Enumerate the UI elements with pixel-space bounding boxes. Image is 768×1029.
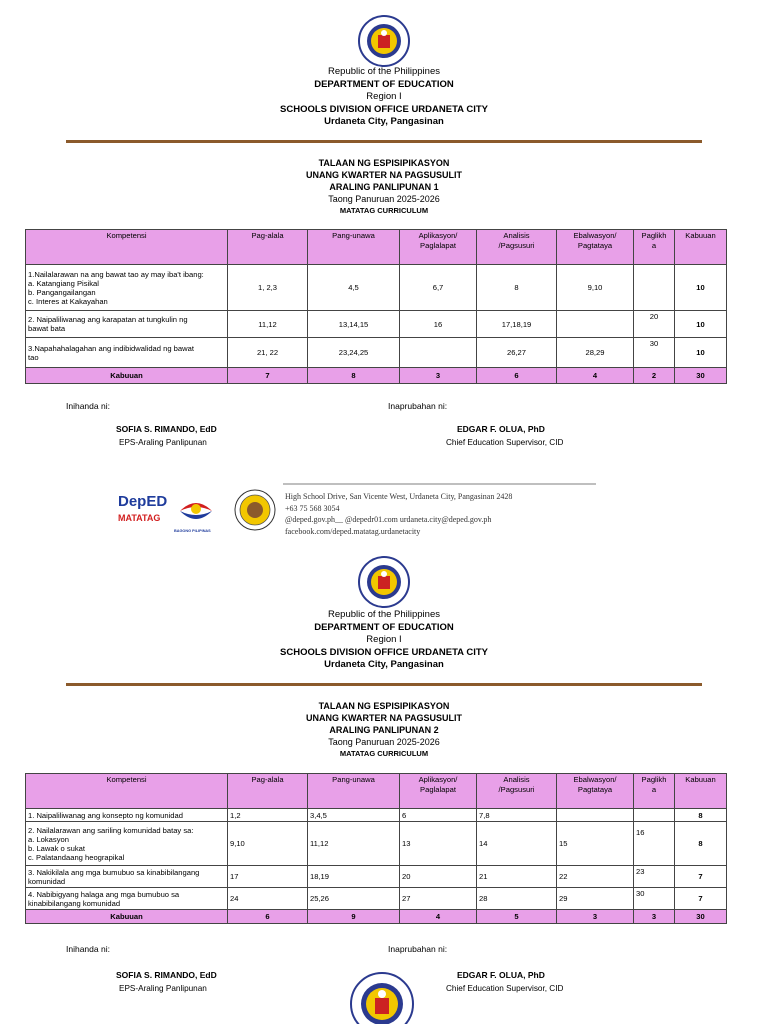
deped-seal — [358, 556, 410, 613]
pang-unawa-cell: 3,4,5 — [308, 809, 400, 822]
pang-unawa-cell: 11,12 — [308, 822, 400, 866]
analisis-cell: 14 — [477, 822, 557, 866]
col-header-kompetensi: Kompetensi — [26, 230, 228, 265]
pang-unawa-cell: 18,19 — [308, 866, 400, 888]
header-division: SCHOOLS DIVISION OFFICE URDANETA CITY — [280, 103, 488, 115]
total-paglikha: 3 — [634, 910, 675, 924]
total-paglikha: 2 — [634, 368, 675, 384]
header-city: Urdaneta City, Pangasinan — [324, 116, 444, 127]
header-republic: Republic of the Philippines — [328, 609, 440, 620]
kompetensi-cell — [26, 265, 228, 311]
total-row — [26, 368, 727, 384]
aplikasyon-cell: 27 — [400, 888, 477, 910]
prepared-by-name: SOFIA S. RIMANDO, EdD — [116, 970, 217, 980]
kabuuan-cell: 8 — [675, 809, 727, 822]
kompetensi-cell — [26, 311, 228, 338]
total-ebalwasyon: 4 — [557, 368, 634, 384]
analisis-cell: 26,27 — [477, 338, 557, 368]
title-line: TALAAN NG ESPISIPIKASYON — [318, 158, 450, 168]
header-rule — [66, 683, 702, 686]
pag-alala-cell: 17 — [228, 866, 308, 888]
pang-unawa-cell: 13,14,15 — [308, 311, 400, 338]
aplikasyon-cell: 6 — [400, 809, 477, 822]
table-row — [26, 265, 727, 311]
kabuuan-cell: 7 — [675, 888, 727, 910]
ebalwasyon-cell — [557, 311, 634, 338]
bagong-pilipinas-label: BAGONG PILIPINAS — [174, 529, 211, 533]
col-header-pang-unawa: Pang-unawa — [308, 774, 400, 809]
ebalwasyon-cell: 9,10 — [557, 265, 634, 311]
paglikha-cell: 20 — [634, 311, 675, 338]
kompetensi-line: c. Interes at Kakayahan — [28, 296, 108, 306]
table-row — [26, 809, 727, 822]
kabuuan-cell: 8 — [675, 822, 727, 866]
kabuuan-cell: 10 — [675, 338, 727, 368]
header-block — [0, 66, 768, 129]
aplikasyon-cell: 20 — [400, 866, 477, 888]
kompetensi-line: tao — [28, 352, 39, 362]
deped-logo: DepED — [118, 493, 168, 510]
total-row — [26, 910, 727, 924]
aplikasyon-cell: 6,7 — [400, 265, 477, 311]
col-header-analisis: Analisis /Pagsusuri — [477, 230, 557, 265]
approved-by-title: Chief Education Supervisor, CID — [446, 438, 564, 447]
title-line: Taong Panuruan 2025-2026 — [328, 737, 440, 747]
col-header-aplikasyon: Aplikasyon/ Paglalapat — [400, 774, 477, 809]
bagong-pilipinas-icon — [176, 489, 216, 534]
paglikha-cell: 30 — [634, 338, 675, 368]
deped-seal — [358, 15, 410, 72]
total-kabuuan: 30 — [675, 910, 727, 924]
col-header-pag-alala: Pag-alala — [228, 774, 308, 809]
title-line: Taong Panuruan 2025-2026 — [328, 194, 440, 204]
kompetensi-cell — [26, 822, 228, 866]
table-header-row — [26, 774, 727, 809]
approved-by-title: Chief Education Supervisor, CID — [446, 984, 564, 993]
col-header-ebalwasyon: Ebalwasyon/ Pagtataya — [557, 774, 634, 809]
title-line: ARALING PANLIPUNAN 2 — [329, 725, 439, 735]
col-header-kompetensi: Kompetensi — [26, 774, 228, 809]
letterhead-footer — [108, 483, 656, 541]
ebalwasyon-cell: 28,29 — [557, 338, 634, 368]
ebalwasyon-cell: 29 — [557, 888, 634, 910]
prepared-by-label: Inihanda ni: — [66, 944, 110, 954]
col-header-kabuuan: Kabuuan — [675, 230, 727, 265]
col-header-aplikasyon: Aplikasyon/ Paglalapat — [400, 230, 477, 265]
approved-by-name: EDGAR F. OLUA, PhD — [457, 424, 545, 434]
kompetensi-line: 2. Naipaliliwanag ang karapatan at tungkulin ng — [28, 315, 188, 324]
pag-alala-cell: 9,10 — [228, 822, 308, 866]
table-row — [26, 822, 727, 866]
total-aplikasyon: 4 — [400, 910, 477, 924]
title-line: ARALING PANLIPUNAN 1 — [329, 182, 439, 192]
footer-contacts: @deped.gov.ph__ @depedr01.com urdaneta.city@deped.gov.ph — [285, 515, 492, 524]
table-header-row — [26, 230, 727, 265]
title-line: UNANG KWARTER NA PAGSUSULIT — [306, 713, 462, 723]
pang-unawa-cell: 25,26 — [308, 888, 400, 910]
kompetensi-line: 2. Nailalarawan ang sariling komunidad batay sa: — [28, 825, 194, 835]
kompetensi-cell — [26, 338, 228, 368]
header-city: Urdaneta City, Pangasinan — [324, 659, 444, 670]
table-row — [26, 866, 727, 888]
matatag-logo: MATATAG — [118, 513, 161, 523]
kompetensi-line: kinabibilangang komunidad — [28, 898, 121, 908]
kompetensi-line: a. Lokasyon — [28, 834, 69, 844]
title-line: MATATAG CURRICULUM — [339, 206, 429, 215]
kompetensi-line: komunidad — [28, 876, 66, 886]
header-rule — [66, 140, 702, 143]
pang-unawa-cell: 23,24,25 — [308, 338, 400, 368]
title-line: TALAAN NG ESPISIPIKASYON — [318, 701, 450, 711]
kompetensi-line: a. Katangiang Pisikal — [28, 278, 99, 288]
approved-by-label: Inaprubahan ni: — [388, 944, 448, 954]
kompetensi-cell — [26, 866, 228, 888]
aplikasyon-cell: 16 — [400, 311, 477, 338]
kompetensi-line: c. Palatandaang heograpikal — [28, 852, 125, 862]
ebalwasyon-cell: 22 — [557, 866, 634, 888]
kompetensi-line: bawat bata — [28, 324, 66, 333]
aplikasyon-cell: 13 — [400, 822, 477, 866]
total-kabuuan: 30 — [675, 368, 727, 384]
col-header-paglikha: Paglikh a — [634, 774, 675, 809]
section2-title — [0, 700, 768, 760]
specification-table-1 — [25, 229, 727, 384]
prepared-by-name: SOFIA S. RIMANDO, EdD — [116, 424, 217, 434]
pang-unawa-cell: 4,5 — [308, 265, 400, 311]
aplikasyon-cell — [400, 338, 477, 368]
header-division: SCHOOLS DIVISION OFFICE URDANETA CITY — [280, 646, 488, 658]
total-analisis: 6 — [477, 368, 557, 384]
paglikha-cell: 23 — [634, 866, 675, 888]
section1-title — [0, 157, 768, 217]
total-pang-unawa: 9 — [308, 910, 400, 924]
analisis-cell: 8 — [477, 265, 557, 311]
header-republic: Republic of the Philippines — [328, 66, 440, 77]
header-department: DEPARTMENT OF EDUCATION — [314, 621, 454, 633]
prepared-by-label: Inihanda ni: — [66, 401, 110, 411]
header-region: Region I — [366, 634, 402, 645]
pag-alala-cell: 1,2 — [228, 809, 308, 822]
total-pang-unawa: 8 — [308, 368, 400, 384]
footer-contact — [285, 491, 512, 537]
table-row — [26, 311, 727, 338]
col-header-kabuuan: Kabuuan — [675, 774, 727, 809]
kabuuan-cell: 10 — [675, 265, 727, 311]
kompetensi-line: 1.Nailalarawan na ang bawat tao ay may iba't ibang: — [28, 269, 204, 279]
kabuuan-cell: 10 — [675, 311, 727, 338]
deped-seal — [349, 971, 415, 1029]
kompetensi-line: b. Lawak o sukat — [28, 843, 85, 853]
col-header-paglikha: Paglikh a — [634, 230, 675, 265]
total-analisis: 5 — [477, 910, 557, 924]
title-line: MATATAG CURRICULUM — [339, 749, 429, 758]
approved-by-label: Inaprubahan ni: — [388, 401, 448, 411]
footer-facebook: facebook.com/deped.matatag.urdanetacity — [285, 526, 421, 536]
kompetensi-cell — [26, 809, 228, 822]
total-pag-alala: 6 — [228, 910, 308, 924]
approved-by-name: EDGAR F. OLUA, PhD — [457, 970, 545, 980]
total-label: Kabuuan — [26, 910, 228, 924]
pag-alala-cell: 11,12 — [228, 311, 308, 338]
footer-phone: +63 75 568 3054 — [285, 503, 340, 513]
ebalwasyon-cell — [557, 809, 634, 822]
analisis-cell: 17,18,19 — [477, 311, 557, 338]
paglikha-cell — [634, 265, 675, 311]
total-pag-alala: 7 — [228, 368, 308, 384]
col-header-ebalwasyon: Ebalwasyon/ Pagtataya — [557, 230, 634, 265]
paglikha-cell — [634, 809, 675, 822]
prepared-by-title: EPS-Araling Panlipunan — [119, 438, 207, 447]
header-department: DEPARTMENT OF EDUCATION — [314, 78, 454, 90]
total-label: Kabuuan — [26, 368, 228, 384]
kompetensi-cell — [26, 888, 228, 910]
footer-address: High School Drive, San Vicente West, Urdaneta City, Pangasinan 2428 — [285, 492, 513, 501]
table-row — [26, 338, 727, 368]
pag-alala-cell: 24 — [228, 888, 308, 910]
title-line: UNANG KWARTER NA PAGSUSULIT — [306, 170, 462, 180]
ebalwasyon-cell: 15 — [557, 822, 634, 866]
analisis-cell: 28 — [477, 888, 557, 910]
division-seal-icon — [234, 489, 276, 536]
pag-alala-cell: 21, 22 — [228, 338, 308, 368]
analisis-cell: 21 — [477, 866, 557, 888]
total-aplikasyon: 3 — [400, 368, 477, 384]
table-row — [26, 888, 727, 910]
col-header-analisis: Analisis /Pagsusuri — [477, 774, 557, 809]
header-region: Region I — [366, 91, 402, 102]
prepared-by-title: EPS-Araling Panlipunan — [119, 984, 207, 993]
total-ebalwasyon: 3 — [557, 910, 634, 924]
kompetensi-line: b. Pangangailangan — [28, 287, 96, 297]
kompetensi-line: 1. Naipaliliwanag ang konsepto ng komunidad — [28, 810, 183, 820]
header-block — [0, 609, 768, 672]
specification-table-2 — [25, 773, 727, 924]
paglikha-cell: 30 — [634, 888, 675, 910]
kompetensi-line: 3.Napahahalagahan ang indibidwalidad ng bawat — [28, 343, 194, 353]
kompetensi-line: 3. Nakikilala ang mga bumubuo sa kinabibilangang — [28, 867, 200, 877]
analisis-cell: 7,8 — [477, 809, 557, 822]
col-header-pang-unawa: Pang-unawa — [308, 230, 400, 265]
kabuuan-cell: 7 — [675, 866, 727, 888]
col-header-pag-alala: Pag-alala — [228, 230, 308, 265]
pag-alala-cell: 1, 2,3 — [228, 265, 308, 311]
kompetensi-line: 4. Nabibigyang halaga ang mga bumubuo sa — [28, 889, 180, 899]
paglikha-cell: 16 — [634, 822, 675, 866]
